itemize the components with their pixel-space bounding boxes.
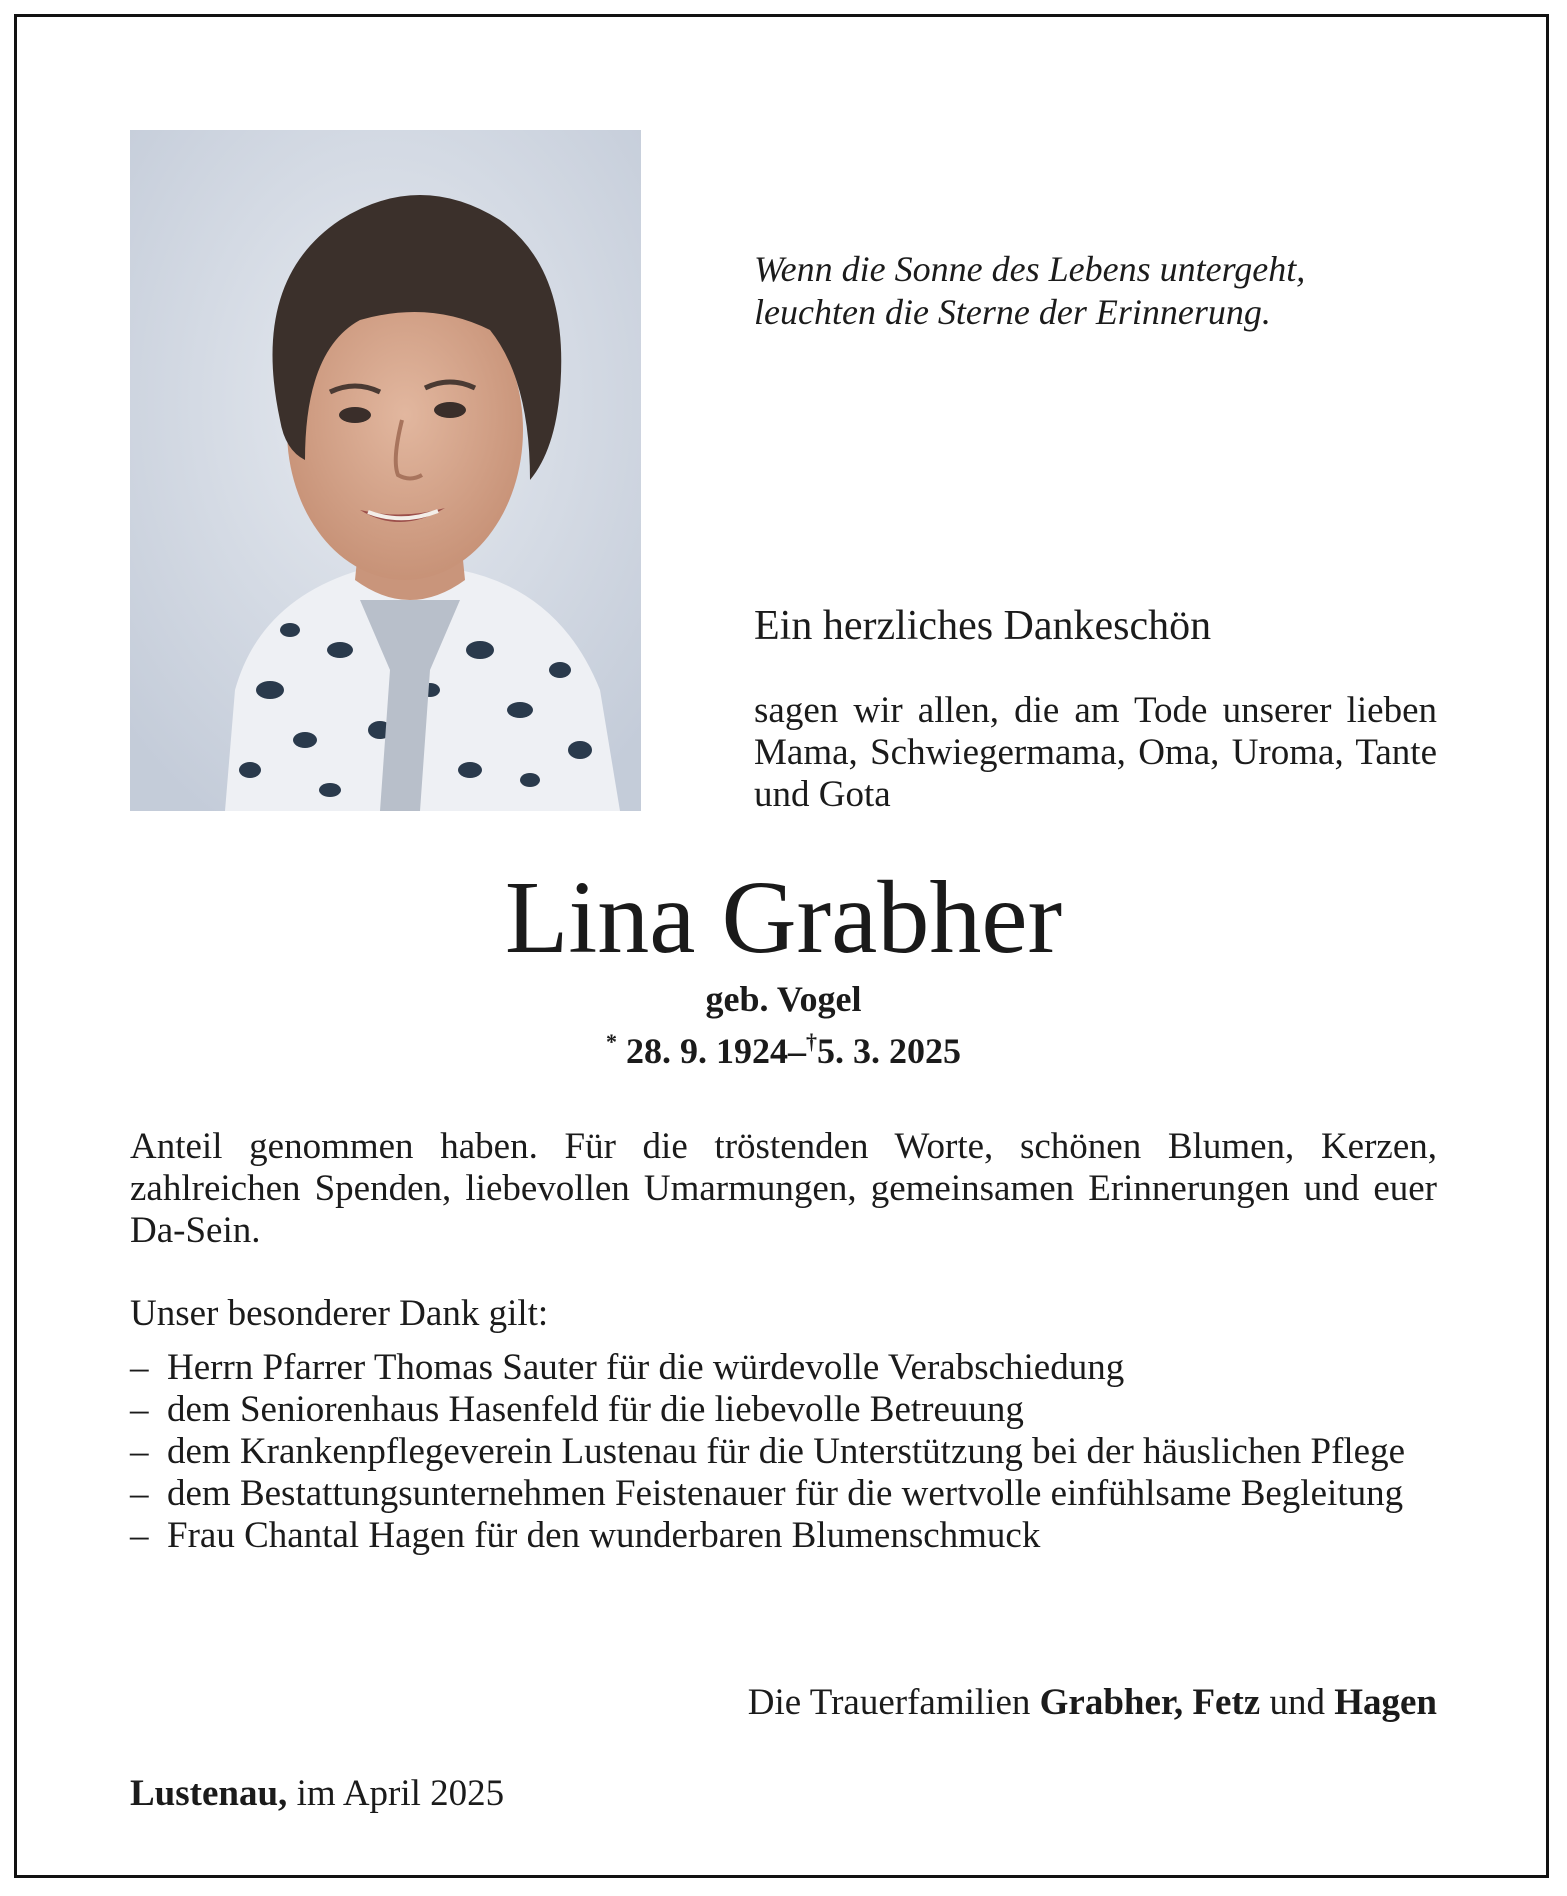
list-item-text: dem Seniorenhaus Hasenfeld für die liebevolle Betreuung [167,1389,1024,1430]
quote-line-1: Wenn die Sonne des Lebens untergeht, [754,249,1306,289]
birth-date: 28. 9. 1924 [626,1031,788,1071]
place-and-date [130,1772,1030,1816]
list-item [130,1473,1437,1515]
list-item-text: Frau Chantal Hagen für den wunderbaren Blumenschmuck [167,1515,1041,1556]
list-item [130,1347,1437,1389]
special-thanks-list [130,1347,1437,1557]
family-name-grabher: Grabher, [1039,1682,1184,1723]
list-item-text: Herrn Pfarrer Thomas Sauter für die würdevolle Verabschiedung [167,1347,1125,1388]
thanks-intro: sagen wir allen, die am Tode unserer lieben Mama, Schwiegermama, Oma, Uroma, Tante und Gota [754,690,1437,815]
portrait-illustration [130,130,641,811]
list-item [130,1431,1437,1473]
list-item-text: dem Krankenpflegeverein Lustenau für die Unterstützung bei der häuslichen Pflege [167,1431,1406,1472]
family-name-hagen: Hagen [1334,1682,1437,1723]
signature-conjunction: und [1269,1682,1325,1723]
family-name-fetz: Fetz [1192,1682,1261,1723]
place-name: Lustenau, [130,1773,288,1814]
list-item [130,1515,1437,1557]
quote-line-2: leuchten die Sterne der Erinnerung. [754,292,1271,332]
deceased-name: Lina Grabher [504,860,1063,975]
list-dash: – [130,1389,149,1430]
list-dash: – [130,1515,149,1556]
death-date: 5. 3. 2025 [817,1031,961,1071]
notice-date: im April 2025 [296,1773,505,1814]
date-separator: – [788,1031,806,1071]
maiden-name: geb. Vogel [705,979,862,1019]
list-dash: – [130,1347,149,1388]
family-signature [130,1681,1437,1725]
death-symbol: † [806,1029,817,1054]
list-dash: – [130,1473,149,1514]
memorial-quote [754,248,1454,334]
signature-prefix: Die Trauerfamilien [747,1682,1031,1723]
list-item [130,1389,1437,1431]
thanks-heading: Ein herzliches Dankeschön [754,603,1212,649]
special-thanks-heading: Unser besonderer Dank gilt: [130,1293,549,1334]
list-item-text: dem Bestattungsunternehmen Feistenauer für die wertvolle einfühlsame Begleitung [167,1473,1404,1514]
list-dash: – [130,1431,149,1472]
life-dates [130,1020,1437,1073]
body-paragraph: Anteil genommen haben. Für die tröstenden Worte, schönen Blumen, Kerzen, zahlreichen Spenden, liebevollen Umarmungen, gemeinsamen Erinnerungen und euer Da-Sein. [130,1126,1437,1251]
portrait-photo [130,130,641,811]
birth-symbol: * [606,1029,617,1054]
